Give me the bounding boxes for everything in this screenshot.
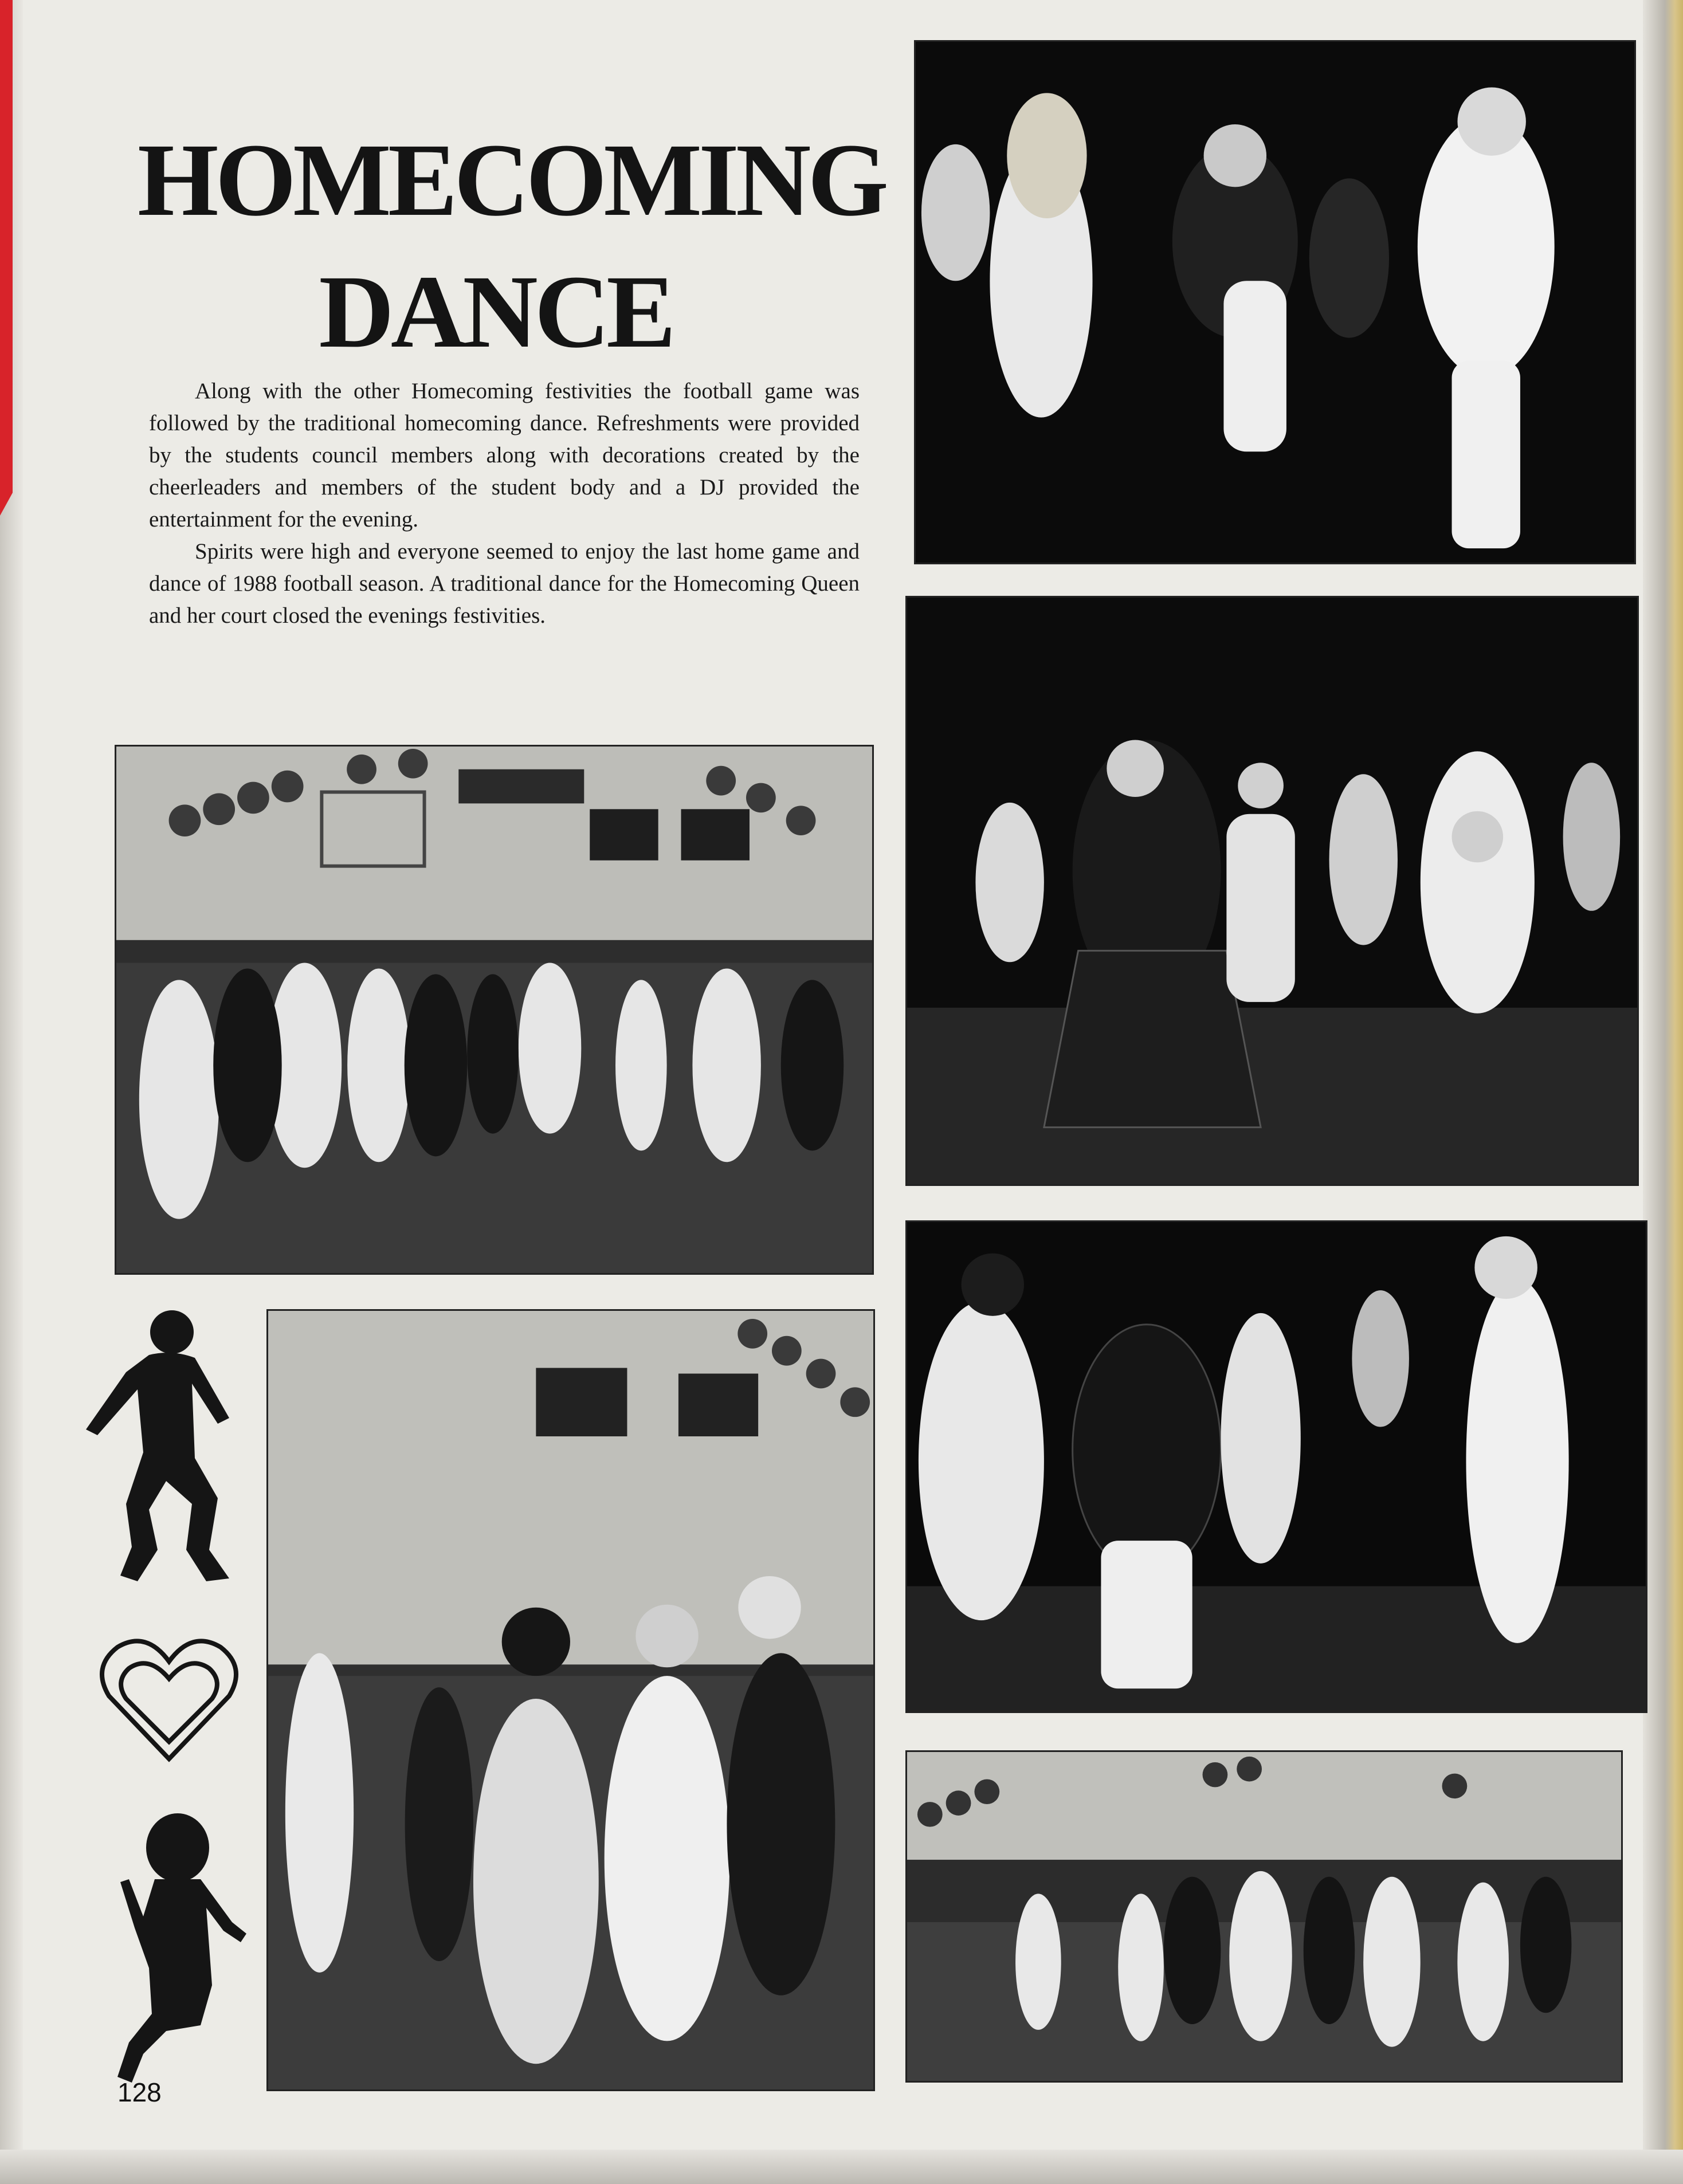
photo-dance-floor-couples	[905, 596, 1639, 1186]
photo-students-dancing-dark	[905, 1220, 1647, 1713]
jumping-dancer-silhouette-icon	[109, 1813, 258, 2100]
title-line-2: DANCE	[319, 254, 673, 370]
photo-gym-dance-wide	[115, 745, 874, 1275]
red-edge-accent	[0, 0, 34, 516]
page-title	[138, 115, 885, 378]
page-bottom-shadow	[0, 2150, 1683, 2184]
dancer-silhouette-icon	[63, 1309, 252, 1590]
page-edge-shadow	[1643, 0, 1683, 2184]
photo-gym-dancers-satin-dress	[266, 1309, 875, 2091]
article-text	[149, 375, 860, 632]
page-number: 128	[117, 2077, 162, 2107]
double-heart-icon	[92, 1627, 246, 1770]
article-paragraph-2: Spirits were high and everyone seemed to enjoy the last home game and dance of 1988 football season. A traditional dance for the Homecoming Queen and her court closed the evenings festivities.	[149, 539, 860, 628]
article-paragraph-1: Along with the other Homecoming festivities the football game was followed by the traditional homecoming dance. Refreshments were provided by the students council members along with decorations created by the cheerleaders and members of the student body and a DJ provided the entertainment for the evening.	[149, 379, 860, 532]
title-line-1: HOMECOMING	[138, 123, 885, 238]
photo-dancers-closeup	[914, 40, 1636, 564]
photo-crowd-dance-floor	[905, 1750, 1623, 2083]
